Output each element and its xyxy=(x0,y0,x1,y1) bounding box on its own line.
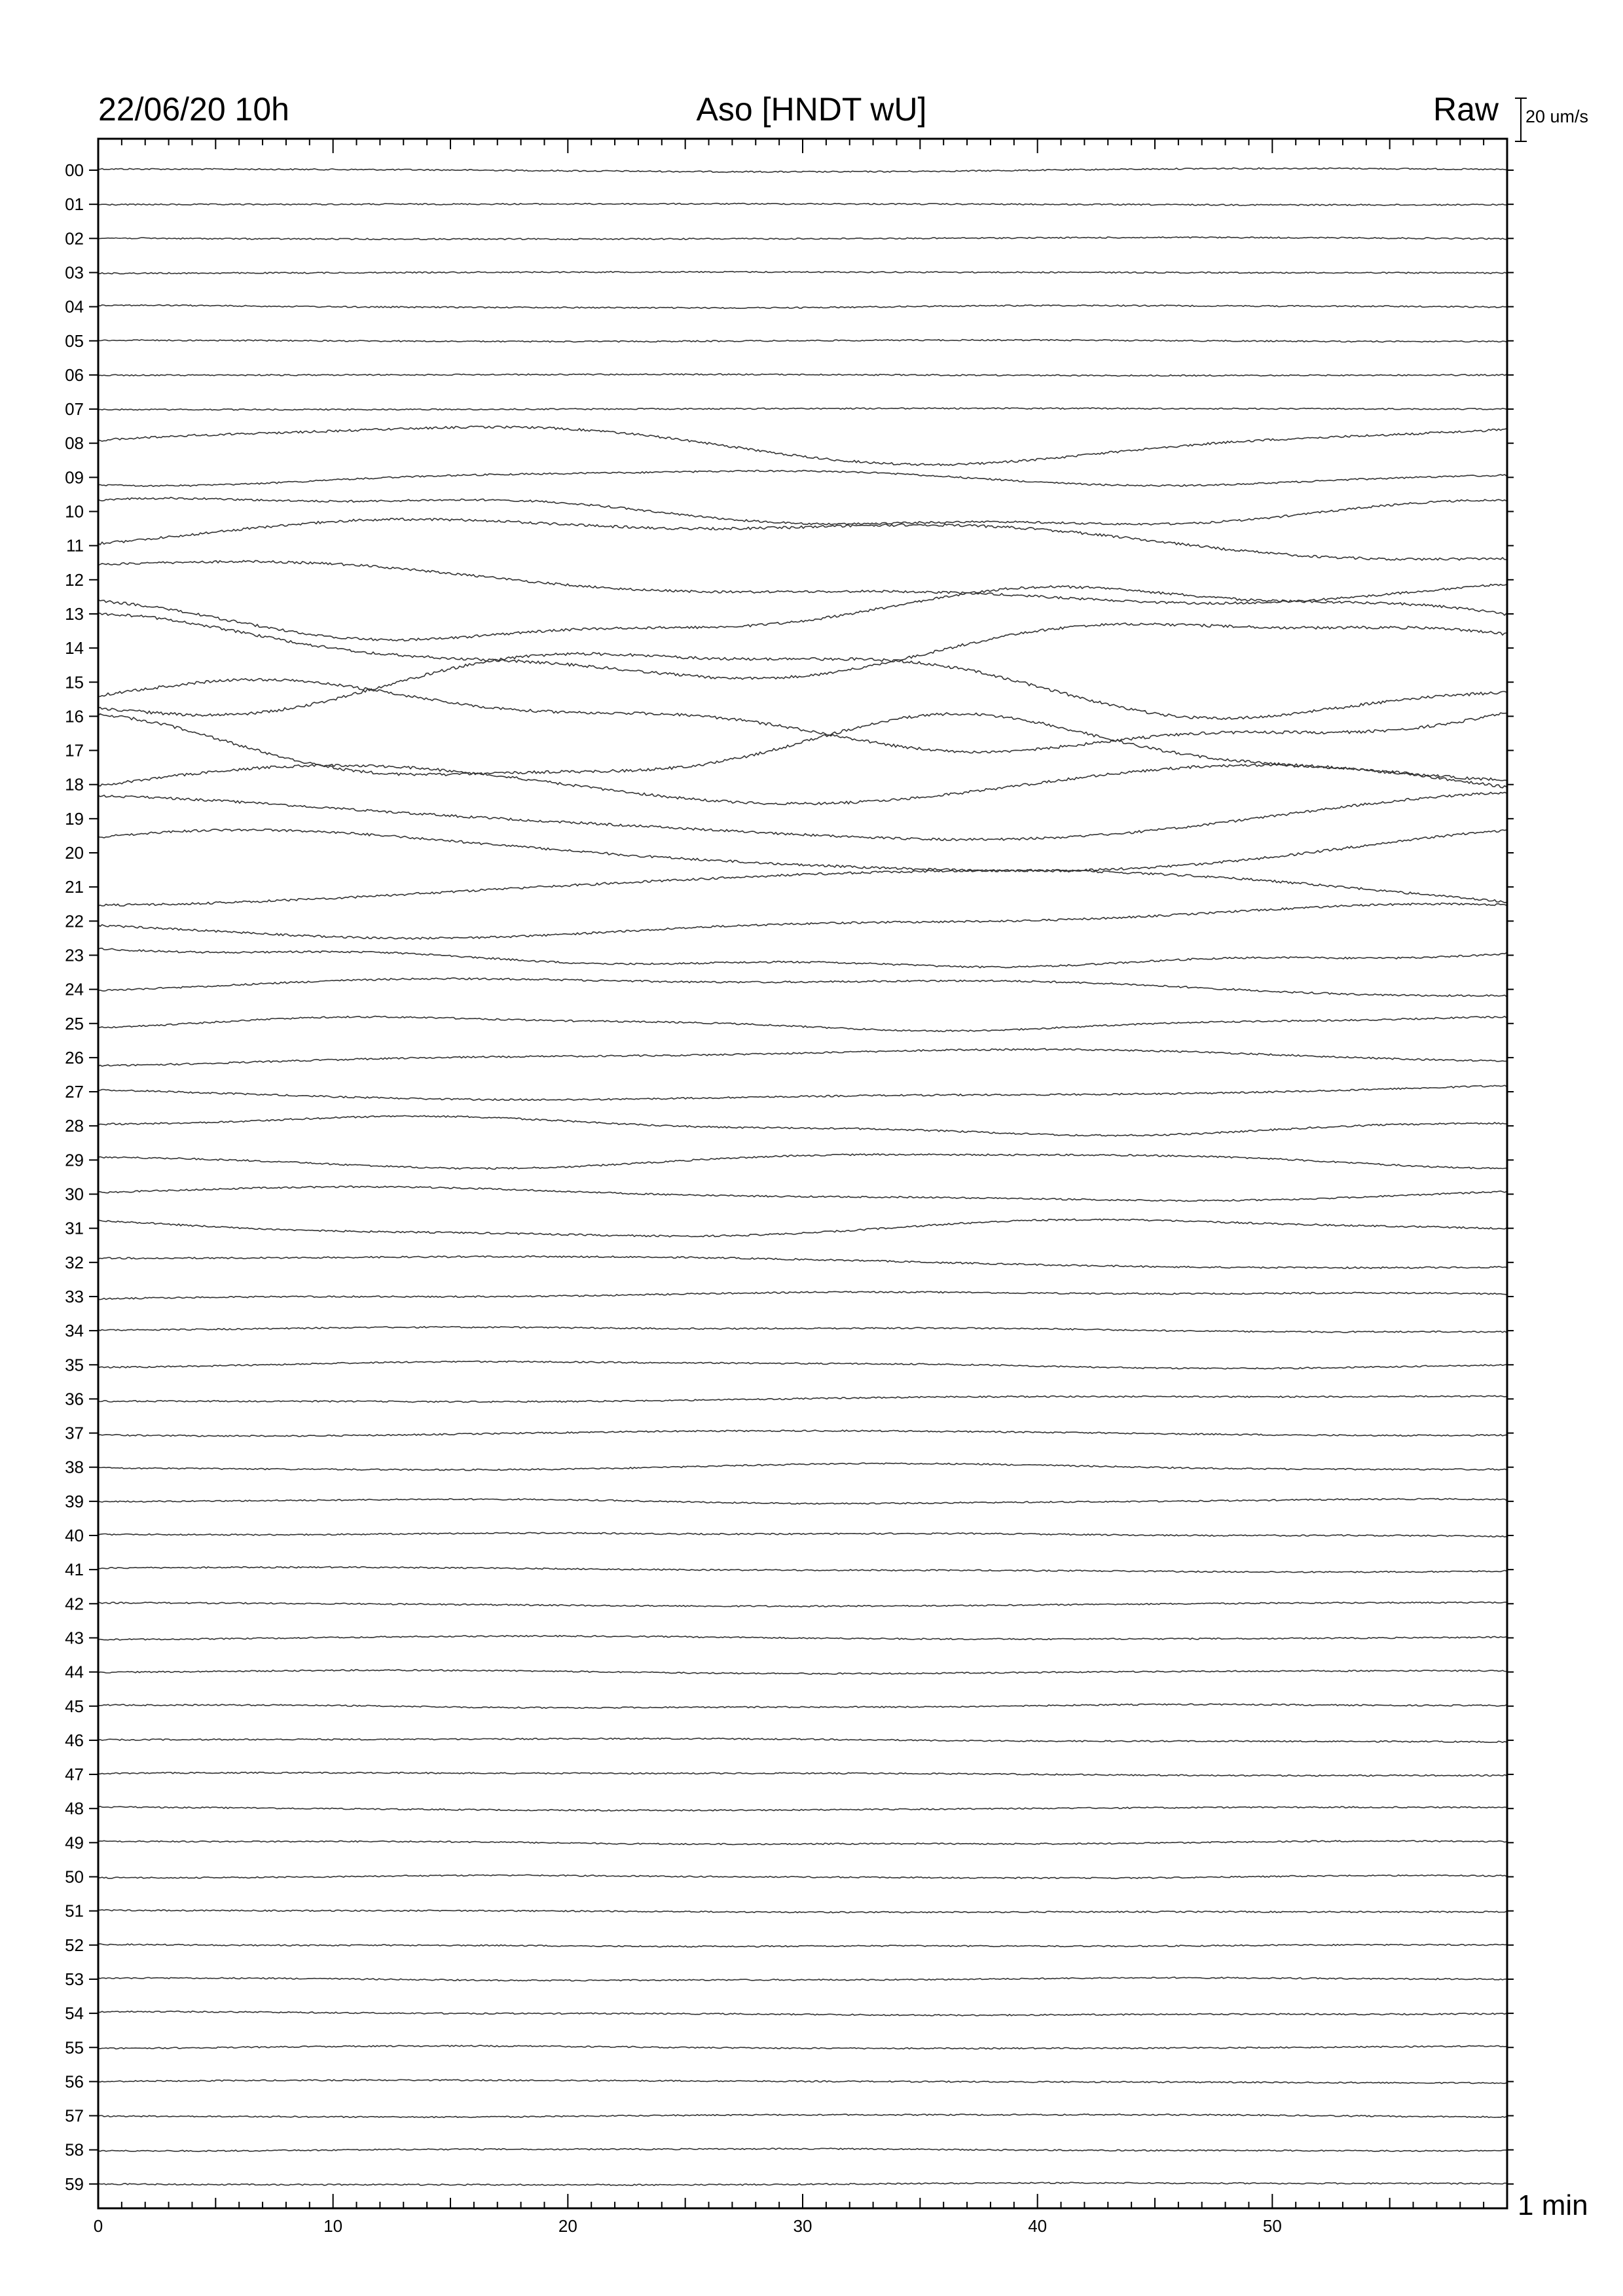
trace-46 xyxy=(98,1738,1506,1742)
trace-12 xyxy=(98,560,1506,604)
trace-59 xyxy=(98,2182,1506,2185)
row-label-00: 00 xyxy=(65,160,84,180)
trace-18 xyxy=(98,764,1506,805)
row-label-37: 37 xyxy=(65,1423,84,1443)
trace-41 xyxy=(98,1567,1506,1573)
trace-55 xyxy=(98,2045,1506,2049)
row-label-59: 59 xyxy=(65,2174,84,2194)
station-title: Aso [HNDT wU] xyxy=(696,91,927,128)
row-label-04: 04 xyxy=(65,296,84,317)
plot-frame xyxy=(98,139,1507,2208)
row-label-51: 51 xyxy=(65,1901,84,1921)
trace-37 xyxy=(98,1430,1506,1437)
trace-43 xyxy=(98,1636,1506,1640)
trace-40 xyxy=(98,1532,1506,1537)
row-label-36: 36 xyxy=(65,1389,84,1409)
mode-label: Raw xyxy=(1432,91,1499,128)
trace-19 xyxy=(98,793,1506,841)
trace-32 xyxy=(98,1256,1506,1268)
row-label-22: 22 xyxy=(65,911,84,931)
row-label-47: 47 xyxy=(65,1765,84,1785)
row-label-43: 43 xyxy=(65,1628,84,1648)
trace-53 xyxy=(98,1977,1506,1981)
trace-31 xyxy=(98,1219,1506,1236)
row-label-46: 46 xyxy=(65,1730,84,1750)
row-label-26: 26 xyxy=(65,1047,84,1067)
row-label-05: 05 xyxy=(65,331,84,351)
trace-03 xyxy=(98,272,1506,274)
trace-38 xyxy=(98,1463,1506,1471)
row-label-21: 21 xyxy=(65,877,84,897)
row-label-42: 42 xyxy=(65,1594,84,1614)
row-label-40: 40 xyxy=(65,1526,84,1545)
trace-36 xyxy=(98,1395,1506,1403)
row-label-50: 50 xyxy=(65,1867,84,1887)
row-label-53: 53 xyxy=(65,1969,84,1989)
row-label-09: 09 xyxy=(65,467,84,488)
row-label-56: 56 xyxy=(65,2072,84,2092)
trace-15 xyxy=(98,653,1506,719)
row-label-11: 11 xyxy=(66,535,84,556)
trace-42 xyxy=(98,1602,1506,1607)
trace-34 xyxy=(98,1327,1506,1333)
trace-21 xyxy=(98,869,1506,906)
row-label-39: 39 xyxy=(65,1491,84,1511)
trace-47 xyxy=(98,1772,1506,1776)
trace-01 xyxy=(98,204,1506,206)
row-label-44: 44 xyxy=(65,1662,84,1682)
trace-44 xyxy=(98,1670,1506,1674)
row-label-01: 01 xyxy=(65,194,84,215)
row-label-41: 41 xyxy=(65,1560,84,1580)
scale-label: 20 um/s xyxy=(1525,107,1589,126)
x-unit-label: 1 min xyxy=(1518,2189,1588,2221)
trace-50 xyxy=(98,1874,1506,1878)
row-label-45: 45 xyxy=(65,1696,84,1716)
row-label-35: 35 xyxy=(65,1355,84,1375)
trace-22 xyxy=(98,903,1506,939)
trace-45 xyxy=(98,1704,1506,1708)
row-label-55: 55 xyxy=(65,2037,84,2058)
trace-06 xyxy=(98,374,1506,376)
row-label-20: 20 xyxy=(65,843,84,863)
trace-28 xyxy=(98,1115,1506,1136)
x-tick-label-40: 40 xyxy=(1028,2216,1048,2236)
row-label-13: 13 xyxy=(65,603,84,624)
trace-13 xyxy=(98,586,1506,641)
row-label-08: 08 xyxy=(65,433,84,454)
trace-17 xyxy=(98,713,1506,781)
trace-23 xyxy=(98,948,1506,968)
row-label-34: 34 xyxy=(65,1321,84,1341)
x-tick-label-50: 50 xyxy=(1262,2216,1282,2236)
row-label-38: 38 xyxy=(65,1457,84,1477)
trace-35 xyxy=(98,1361,1506,1369)
row-label-23: 23 xyxy=(65,945,84,965)
row-label-32: 32 xyxy=(65,1252,84,1272)
row-label-52: 52 xyxy=(65,1935,84,1955)
row-label-15: 15 xyxy=(65,672,84,692)
row-label-16: 16 xyxy=(65,706,84,726)
row-label-19: 19 xyxy=(65,808,84,829)
row-label-17: 17 xyxy=(65,740,84,761)
row-label-31: 31 xyxy=(65,1218,84,1238)
trace-52 xyxy=(98,1944,1506,1947)
row-label-14: 14 xyxy=(65,638,84,658)
trace-11 xyxy=(98,518,1506,561)
x-tick-label-0: 0 xyxy=(93,2216,103,2236)
row-label-30: 30 xyxy=(65,1184,84,1204)
trace-00 xyxy=(98,168,1506,172)
row-label-03: 03 xyxy=(65,262,84,283)
trace-39 xyxy=(98,1498,1506,1504)
row-label-24: 24 xyxy=(65,979,84,999)
row-label-18: 18 xyxy=(65,774,84,795)
row-label-12: 12 xyxy=(65,569,84,590)
row-label-49: 49 xyxy=(65,1833,84,1853)
row-label-02: 02 xyxy=(65,228,84,249)
trace-26 xyxy=(98,1049,1506,1066)
trace-24 xyxy=(98,978,1506,997)
trace-25 xyxy=(98,1016,1506,1032)
trace-14 xyxy=(98,613,1506,679)
x-tick-label-20: 20 xyxy=(558,2216,577,2236)
trace-29 xyxy=(98,1154,1506,1170)
row-label-54: 54 xyxy=(65,2003,84,2024)
row-label-57: 57 xyxy=(65,2106,84,2126)
trace-51 xyxy=(98,1910,1506,1913)
row-label-48: 48 xyxy=(65,1799,84,1819)
trace-48 xyxy=(98,1806,1506,1811)
trace-group xyxy=(98,168,1506,2185)
row-label-25: 25 xyxy=(65,1013,84,1033)
trace-09 xyxy=(98,471,1506,487)
row-label-29: 29 xyxy=(65,1150,84,1170)
x-tick-label-10: 10 xyxy=(323,2216,343,2236)
row-label-07: 07 xyxy=(65,399,84,420)
trace-07 xyxy=(98,408,1506,410)
trace-10 xyxy=(98,497,1506,525)
row-tick-group xyxy=(65,160,1514,2194)
trace-54 xyxy=(98,2011,1506,2016)
trace-56 xyxy=(98,2079,1506,2083)
trace-02 xyxy=(98,237,1506,240)
trace-58 xyxy=(98,2148,1506,2151)
trace-27 xyxy=(98,1085,1506,1100)
row-label-27: 27 xyxy=(65,1082,84,1102)
trace-30 xyxy=(98,1186,1506,1201)
trace-08 xyxy=(98,426,1506,465)
trace-57 xyxy=(98,2114,1506,2118)
row-label-33: 33 xyxy=(65,1286,84,1306)
trace-33 xyxy=(98,1291,1506,1300)
x-tick-label-30: 30 xyxy=(793,2216,812,2236)
trace-05 xyxy=(98,340,1506,342)
date-hour-label: 22/06/20 10h xyxy=(98,91,289,128)
row-label-06: 06 xyxy=(65,365,84,385)
row-label-28: 28 xyxy=(65,1116,84,1136)
row-label-58: 58 xyxy=(65,2140,84,2160)
trace-04 xyxy=(98,305,1506,309)
trace-49 xyxy=(98,1840,1506,1844)
row-label-10: 10 xyxy=(65,501,84,522)
